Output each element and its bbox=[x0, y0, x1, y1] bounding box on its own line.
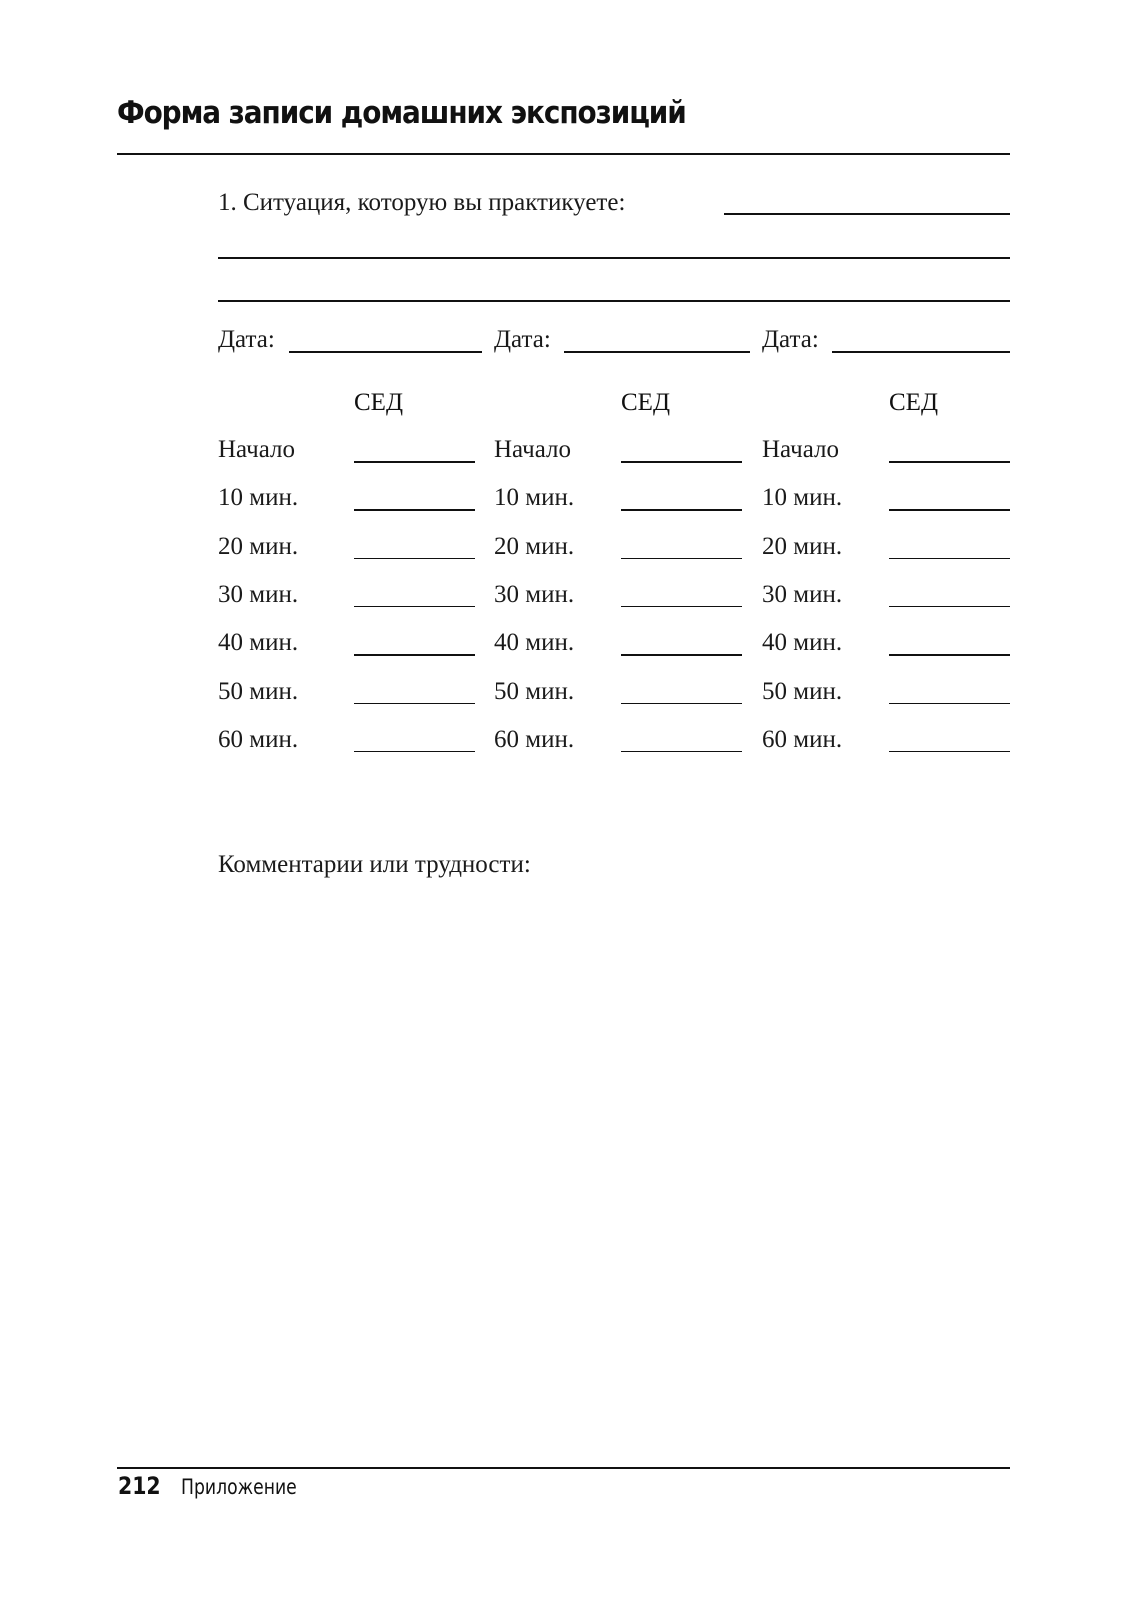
section-name: Приложение bbox=[181, 1475, 297, 1499]
sed-field[interactable] bbox=[889, 703, 1010, 705]
sed-field[interactable] bbox=[354, 558, 475, 560]
sed-field[interactable] bbox=[354, 751, 475, 753]
row-label: 60 мин. bbox=[762, 725, 843, 753]
date-field-2[interactable] bbox=[564, 351, 750, 353]
sed-field[interactable] bbox=[621, 509, 742, 511]
row-label: 20 мин. bbox=[218, 532, 299, 560]
row-label: 60 мин. bbox=[218, 725, 299, 753]
row-label: Начало bbox=[494, 436, 572, 463]
page-title: Форма записи домашних экспозиций bbox=[117, 95, 686, 131]
sed-field[interactable] bbox=[621, 461, 742, 463]
date-label-3: Дата: bbox=[762, 326, 819, 353]
row-label: 10 мин. bbox=[762, 484, 843, 512]
situation-field-line-3[interactable] bbox=[218, 300, 1010, 302]
situation-field-line-2[interactable] bbox=[218, 257, 1010, 259]
sed-header-3: СЕД bbox=[889, 389, 938, 416]
sed-field[interactable] bbox=[889, 654, 1010, 656]
page-number: 212 bbox=[118, 1472, 161, 1500]
sed-field[interactable] bbox=[354, 703, 475, 705]
row-label: 10 мин. bbox=[494, 484, 575, 512]
row-label: 20 мин. bbox=[494, 532, 575, 560]
sed-field[interactable] bbox=[621, 703, 742, 705]
situation-field[interactable] bbox=[724, 213, 1010, 215]
sed-field[interactable] bbox=[889, 558, 1010, 560]
sed-field[interactable] bbox=[621, 558, 742, 560]
sed-header-2: СЕД bbox=[621, 389, 670, 416]
sed-field[interactable] bbox=[354, 461, 475, 463]
row-label: 30 мин. bbox=[762, 580, 843, 608]
footer-divider bbox=[117, 1467, 1010, 1469]
row-label: 50 мин. bbox=[218, 677, 299, 705]
row-label: 50 мин. bbox=[494, 677, 575, 705]
date-field-3[interactable] bbox=[832, 351, 1010, 353]
row-label: Начало bbox=[762, 436, 840, 463]
row-label: Начало bbox=[218, 436, 296, 463]
row-label: 60 мин. bbox=[494, 725, 575, 753]
sed-field[interactable] bbox=[621, 606, 742, 608]
date-label-2: Дата: bbox=[494, 326, 551, 353]
comments-label: Комментарии или трудности: bbox=[218, 851, 531, 878]
row-label: 20 мин. bbox=[762, 532, 843, 560]
sed-field[interactable] bbox=[354, 606, 475, 608]
row-label: 10 мин. bbox=[218, 484, 299, 512]
sed-field[interactable] bbox=[621, 751, 742, 753]
sed-field[interactable] bbox=[889, 751, 1010, 753]
title-divider bbox=[117, 153, 1010, 155]
sed-field[interactable] bbox=[889, 606, 1010, 608]
date-label-1: Дата: bbox=[218, 326, 275, 353]
sed-field[interactable] bbox=[889, 509, 1010, 511]
row-label: 30 мин. bbox=[494, 580, 575, 608]
row-label: 50 мин. bbox=[762, 677, 843, 705]
situation-label: 1. Ситуация, которую вы практикуете: bbox=[218, 189, 626, 216]
row-label: 30 мин. bbox=[218, 580, 299, 608]
sed-field[interactable] bbox=[621, 654, 742, 656]
row-label: 40 мин. bbox=[762, 629, 843, 657]
sed-field[interactable] bbox=[889, 461, 1010, 463]
sed-field[interactable] bbox=[354, 654, 475, 656]
row-label: 40 мин. bbox=[218, 629, 299, 657]
row-label: 40 мин. bbox=[494, 629, 575, 657]
sed-header-1: СЕД bbox=[354, 389, 403, 416]
sed-field[interactable] bbox=[354, 509, 475, 511]
date-field-1[interactable] bbox=[289, 351, 482, 353]
